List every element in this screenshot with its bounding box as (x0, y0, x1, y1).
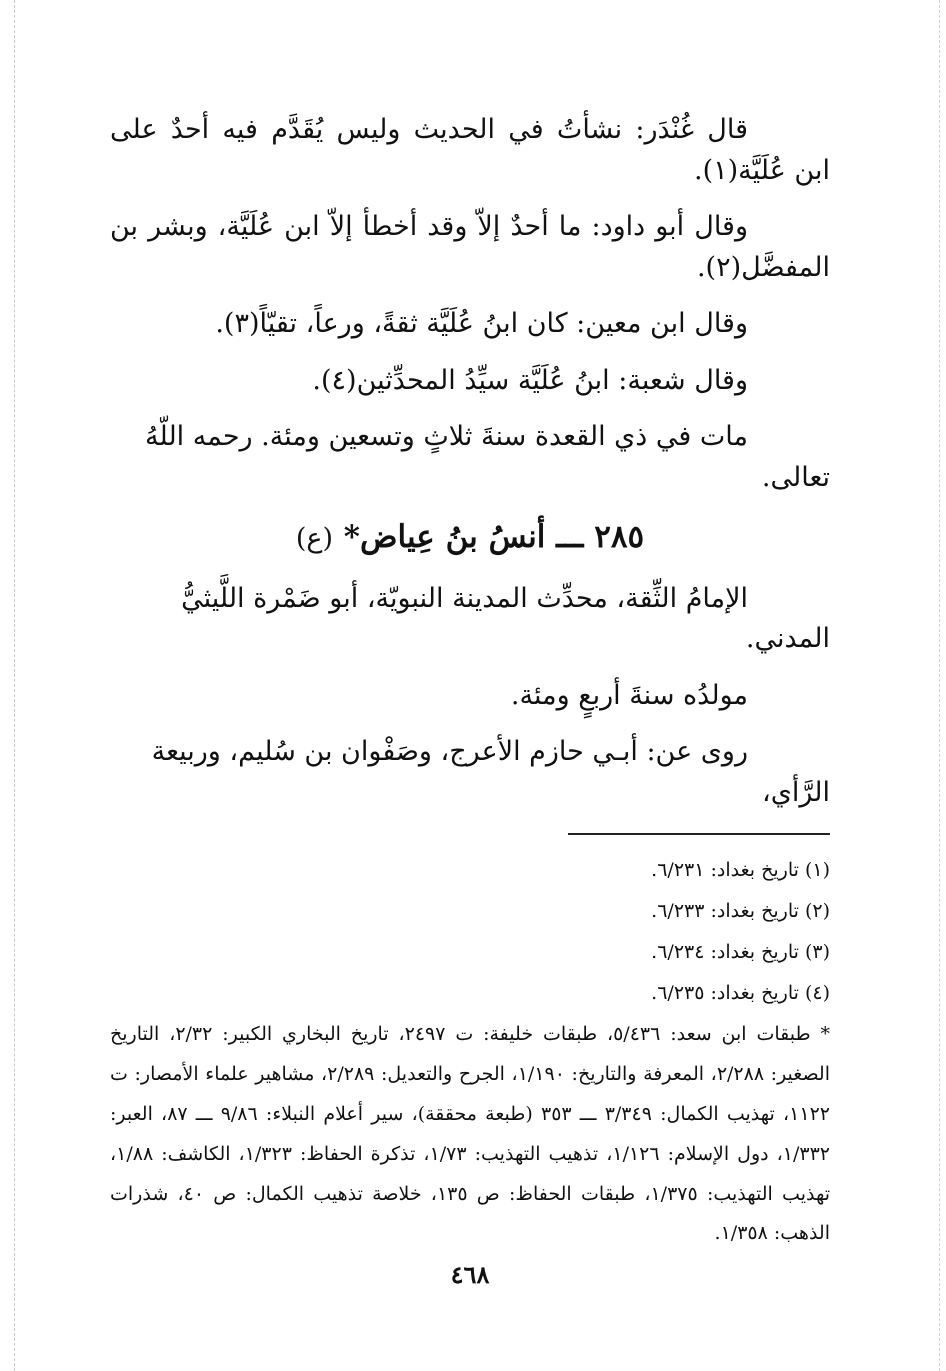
entry-symbol: (ع) (295, 523, 333, 554)
main-text (110, 110, 830, 813)
paragraph-birth: مولدُه سنةَ أربعٍ ومئة. (510, 679, 748, 711)
paragraph-abu-dawud: وقال أبو داود: ما أحدٌ إلاّ وقد أخطأ إلاّ ابن عُلَيَّة، وبشر بن المفضَّل(٢). (110, 211, 830, 283)
entry-name: أنسُ بنُ عِياض (360, 519, 546, 555)
entry-heading (110, 514, 830, 561)
book-page (110, 110, 830, 1310)
page-edge-left (14, 0, 15, 1371)
entry-dash: ـــ (556, 519, 584, 555)
paragraph-ghundar: قال غُنْدَر: نشأتُ في الحديث وليس يُقَدَّم فيه أحدٌ على ابن عُلَيَّة(١). (110, 114, 830, 186)
footnote-2: (٢) تاريخ بغداد: ٦/٢٣٣. (651, 900, 830, 922)
footnotes (110, 851, 830, 1254)
paragraph-death: مات في ذي القعدة سنةَ ثلاثٍ وتسعين ومئة. رحمه اللّهُ تعالى. (145, 421, 830, 493)
page-number: ٤٦٨ (450, 1260, 490, 1289)
paragraph-imam: الإمامُ الثِّقة، محدِّث المدينة النبويّة، أبو ضَمْرة اللَّيثيُّ المدني. (181, 582, 830, 654)
paragraph-ibn-main: وقال ابن معين: كان ابنُ عُلَيَّة ثقةً، ورعاً، تقيّاً(٣). (215, 308, 748, 339)
footnote-sources: * طبقات ابن سعد: ٥/٤٣٦، طبقات خليفة: ت ٢٤٩٧، تاريخ البخاري الكبير: ٢/٣٢، التاريخ الصغير: ٢/٢٨٨، المعرفة والتاريخ: ١/١٩٠، الجرح والتعديل: ٢/٢٨٩، مشاهير علماء الأمصار: ت ١١٢٢، تهذيب الكمال: ٣/٣٤٩ ـــ ٣٥٣ (طبعة محققة)، سير أعلام النبلاء: ٩/٨٦ ـــ ٨٧، العبر: ١/٣٣٢، دول الإسلام: ١/١٢٦، تذهيب التهذيب: ١/٧٣، تذكرة الحفاظ: ١/٣٢٣، الكاشف: ١/٨٨، تهذيب التهذيب: ١/٣٧٥، طبقات الحفاظ: ص ١٣٥، خلاصة تذهيب الكمال: ص ٤٠، شذرات الذهب: ١/٣٥٨. (110, 1023, 831, 1245)
paragraph-shuba: وقال شعبة: ابنُ عُلَيَّة سيِّدُ المحدِّثين(٤). (312, 364, 748, 396)
page-edge-right (939, 0, 940, 1371)
footnote-divider (568, 833, 830, 835)
entry-star: * (343, 519, 361, 555)
paragraph-narrated: روى عن: أبـي حازم الأعرج، وصَفْوان بن سُليم، وربيعة الرَّأي، (151, 736, 830, 808)
footnote-1: (١) تاريخ بغداد: ٦/٢٣١. (651, 859, 830, 881)
footnote-3: (٣) تاريخ بغداد: ٦/٢٣٤. (651, 941, 830, 963)
entry-number: ٢٨٥ (594, 519, 645, 555)
footnote-4: (٤) تاريخ بغداد: ٦/٢٣٥. (651, 982, 830, 1004)
